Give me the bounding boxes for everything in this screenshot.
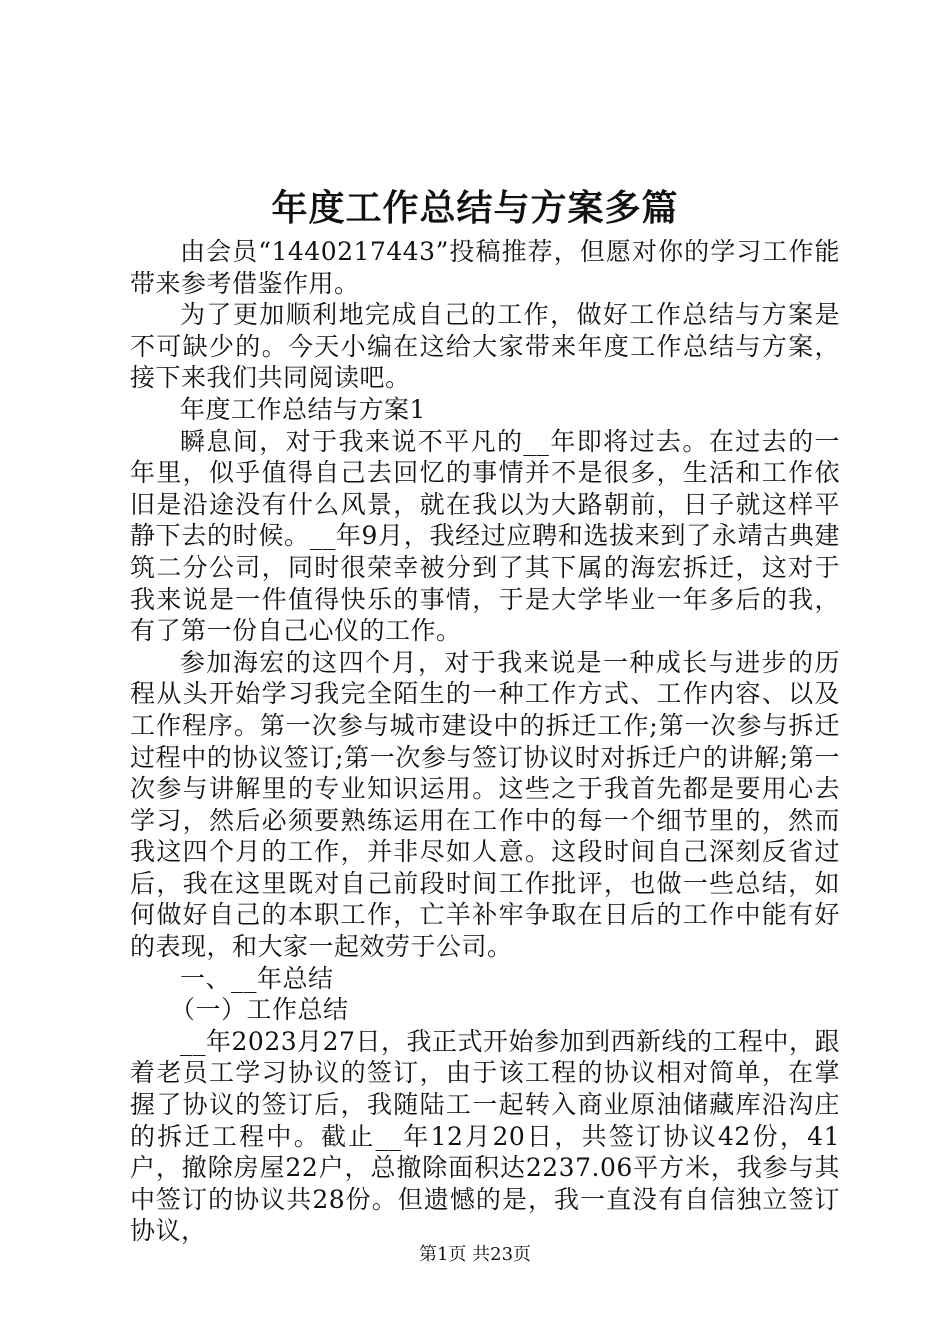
section-heading-1: 年度工作总结与方案1 (180, 394, 426, 424)
subsection-heading-1: 一、__年总结 (180, 963, 334, 993)
document-body (130, 236, 840, 1247)
document-title: 年度工作总结与方案多篇 (271, 187, 679, 229)
paragraph-body-3: __年2023月27日，我正式开始参加到西新线的工程中，跟着老员工学习协议的签订，由于该工程的协议相对简单，在掌握了协议的签订后，我随陆工一起转入商业原油储藏库沿沟庄的拆迁工程中。截止__年12月20日，共签订协议42份，41户，撤除房屋22户，总撤除面积达2237.06平方米，我参与其中签订的协议共28份。但遗憾的是，我一直没有自信独立签订协议， (130, 1026, 840, 1246)
paragraph-body-2: 参加海宏的这四个月，对于我来说是一种成长与进步的历程从头开始学习我完全陌生的一种工作方式、工作内容、以及工作程序。第一次参与城市建设中的拆迁工作;第一次参与拆迁过程中的协议签订;第一次参与签订协议时对拆迁户的讲解;第一次参与讲解里的专业知识运用。这些之于我首先都是要用心去学习，然后必须要熟练运用在工作中的每一个细节里的，然而我这四个月的工作，并非尽如人意。这段时间自己深刻反省过后，我在这里既对自己前段时间工作批评，也做一些总结，如何做好自己的本职工作，亡羊补牢争取在日后的工作中能有好的表现，和大家一起效劳于公司。 (130, 647, 840, 962)
page-number-footer: 第1页 共23页 (418, 1244, 532, 1265)
paragraph-body-1: 瞬息间，对于我来说不平凡的__年即将过去。在过去的一年里，似乎值得自己去回忆的事情并不是很多，生活和工作依旧是沿途没有什么风景，就在我以为大路朝前，日子就这样平静下去的时候。__年9月，我经过应聘和选拔来到了永靖古典建筑二分公司，同时很荣幸被分到了其下属的海宏拆迁，这对于我来说是一件值得快乐的事情，于是大学毕业一年多后的我，有了第一份自己心仪的工作。 (130, 426, 840, 646)
paragraph-intro: 由会员“1440217443”投稿推荐，但愿对你的学习工作能带来参考借鉴作用。 (130, 237, 840, 298)
subsection-heading-2: （一）工作总结 (170, 995, 349, 1025)
paragraph-purpose: 为了更加顺利地完成自己的工作，做好工作总结与方案是不可缺少的。今天小编在这给大家带来年度工作总结与方案，接下来我们共同阅读吧。 (130, 300, 840, 393)
